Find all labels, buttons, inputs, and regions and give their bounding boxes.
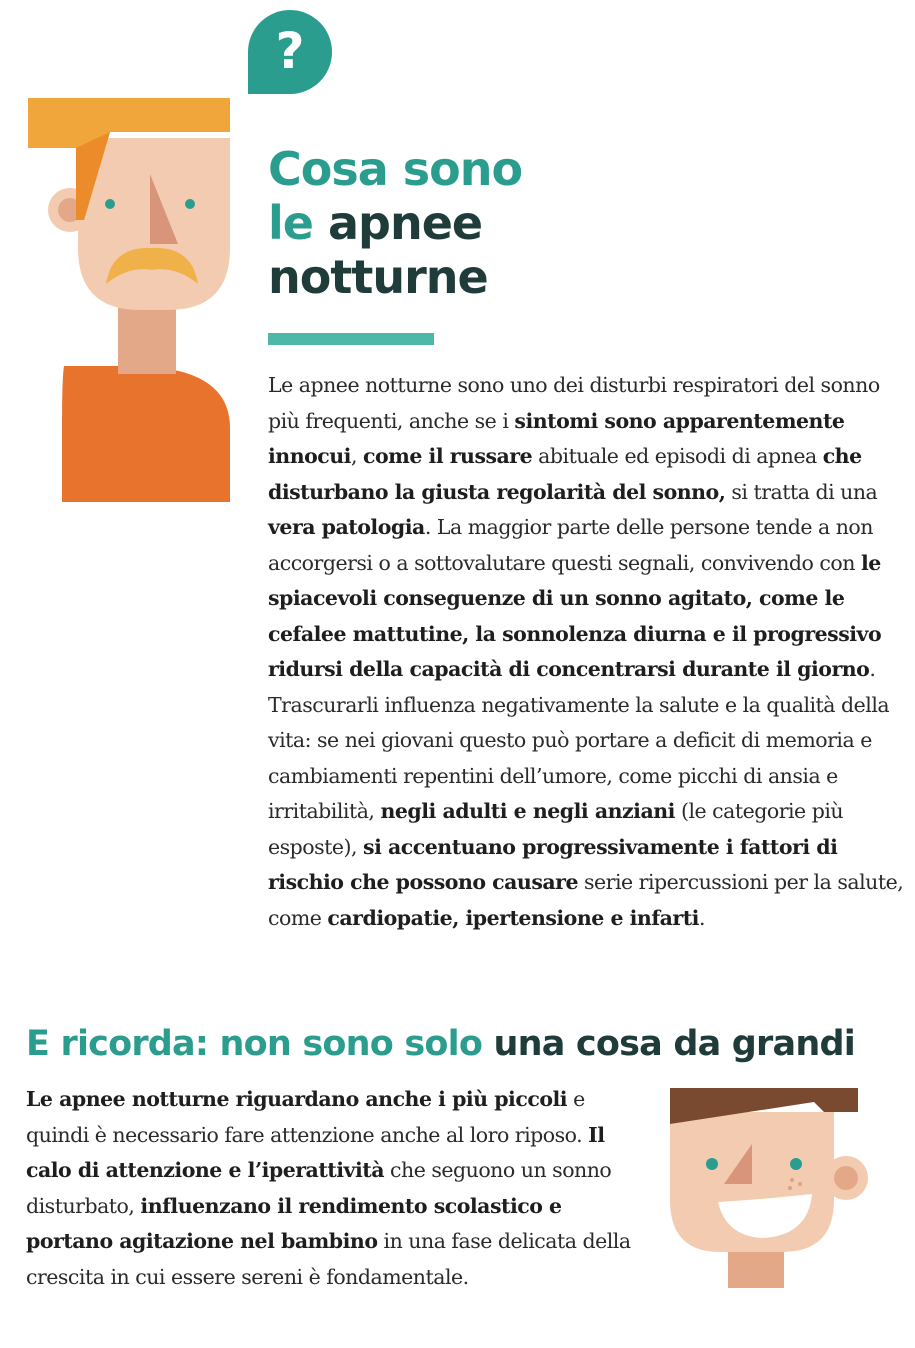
man-with-mustache-illustration — [26, 98, 236, 504]
paragraph-text: (le categorie più esposte), — [268, 799, 844, 859]
paragraph-text: che seguono un sonno disturbato, — [26, 1158, 612, 1218]
paragraph-emphasis: vera patologia — [268, 515, 425, 539]
paragraph-emphasis: Le apnee notturne riguardano anche i più piccoli — [26, 1087, 568, 1111]
paragraph-text: e quindi è necessario fare attenzione anche al loro riposo. — [26, 1087, 589, 1147]
section-heading-teal: E ricorda: non sono solo — [26, 1024, 483, 1064]
paragraph-emphasis: sintomi sono apparentemente innocui — [268, 408, 845, 468]
paragraph-text: serie ripercussioni per la salute, come — [268, 870, 904, 930]
paragraph-text: in una fase delicata della crescita in cui essere sereni è fondamentale. — [26, 1229, 631, 1289]
paragraph-emphasis: cardiopatie, ipertensione e infarti — [327, 905, 699, 930]
section-heading — [26, 1018, 906, 1070]
title-line-2-teal: le — [268, 196, 313, 250]
title-underline-divider — [268, 333, 434, 345]
paragraph-text: . La maggior parte delle persone tende a non accorgersi o a sottovalutare questi segnali, convivendo con — [268, 515, 873, 575]
title-line-3: notturne — [268, 250, 488, 304]
intro-paragraph — [268, 368, 908, 936]
paragraph-text: Le apnee notturne sono uno dei disturbi respiratori del sonno più frequenti, anche se i — [268, 373, 880, 433]
question-bubble-icon — [244, 6, 336, 98]
question-mark: ? — [275, 22, 305, 80]
title-line-1: Cosa sono — [268, 142, 523, 196]
paragraph-emphasis: come il russare — [363, 444, 533, 468]
paragraph-text: . — [698, 905, 706, 930]
paragraph-emphasis: che disturbano la giusta regolarità del sonno, — [268, 444, 862, 504]
paragraph-text: , — [350, 444, 363, 468]
paragraph-text: si tratta di una — [725, 479, 878, 504]
paragraph-emphasis: influenzano il rendimento scolastico e portano agitazione nel bambino — [26, 1193, 562, 1253]
paragraph-emphasis: le spiacevoli conseguenze di un sonno agitato, come le cefalee mattutine, la sonnolenza diurna e il progressivo ridursi della capacità di concentrarsi durante il giorno — [268, 550, 882, 681]
page-title — [268, 142, 828, 304]
paragraph-emphasis: negli adulti e negli anziani — [380, 799, 675, 823]
section-heading-dark: una cosa da grandi — [493, 1024, 855, 1064]
paragraph-emphasis: si accentuano progressivamente i fattori di rischio che possono causare — [268, 834, 838, 894]
smiling-boy-illustration — [664, 1088, 880, 1288]
title-line-2-dark: apnee — [327, 196, 483, 250]
paragraph-text: abituale ed episodi di apnea — [532, 444, 823, 468]
paragraph-text: . Trascurarli influenza negativamente la salute e la qualità della vita: se nei giovani questo può portare a deficit di memoria e cambiamenti repentini dell’umore, come picchi di ansia e irritabilità, — [268, 657, 890, 823]
children-paragraph — [26, 1082, 646, 1295]
paragraph-emphasis: Il calo di attenzione e l’iperattività — [26, 1122, 605, 1182]
